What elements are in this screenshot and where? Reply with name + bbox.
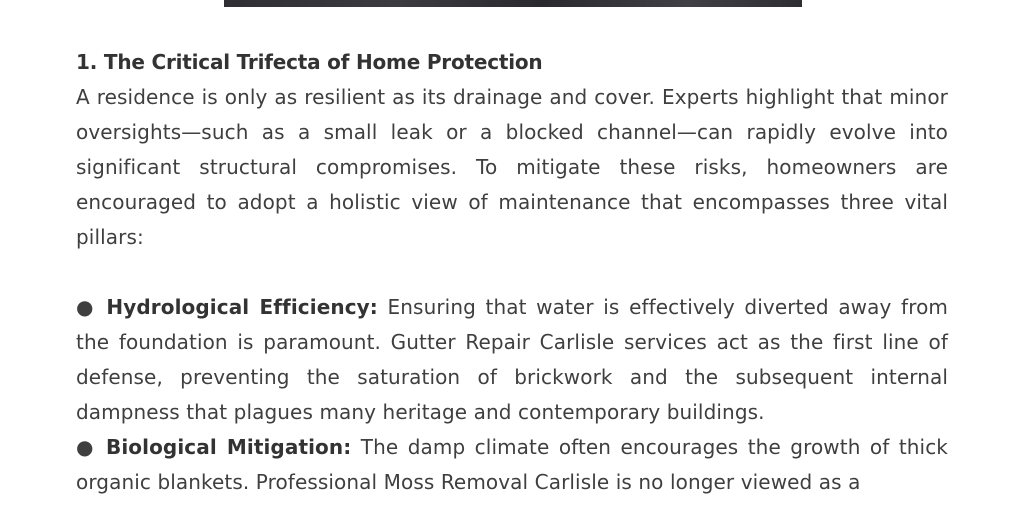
bullet-biological-mitigation [76, 430, 948, 500]
bullet-lead: Hydrological Efficiency: [106, 295, 378, 319]
paragraph-spacer [76, 255, 948, 290]
bullet-text: The damp climate often encourages the growth of thick organic blankets. Professional Moss Removal Carlisle is no longer viewed as a [76, 435, 948, 494]
bullet-text: Ensuring that water is effectively diverted away from the foundation is paramount. Gutter Repair Carlisle services act as the first line of defense, preventing the saturation of brickwork and the subsequent internal dampness that plagues many heritage and contemporary buildings. [76, 295, 948, 424]
article-body [76, 45, 948, 500]
intro-paragraph: A residence is only as resilient as its drainage and cover. Experts highlight that minor oversights—such as a small leak or a blocked channel—can rapidly evolve into significant structural compromises. To mitigate these risks, homeowners are encouraged to adopt a holistic view of maintenance that encompasses three vital pillars: [76, 85, 948, 249]
bullet-hydrological-efficiency [76, 290, 948, 430]
bullet-marker: ● [76, 295, 97, 319]
bullet-lead: Biological Mitigation: [106, 435, 352, 459]
bullet-marker: ● [76, 435, 97, 459]
section-heading: 1. The Critical Trifecta of Home Protection [76, 50, 543, 74]
hero-image [224, 0, 802, 7]
